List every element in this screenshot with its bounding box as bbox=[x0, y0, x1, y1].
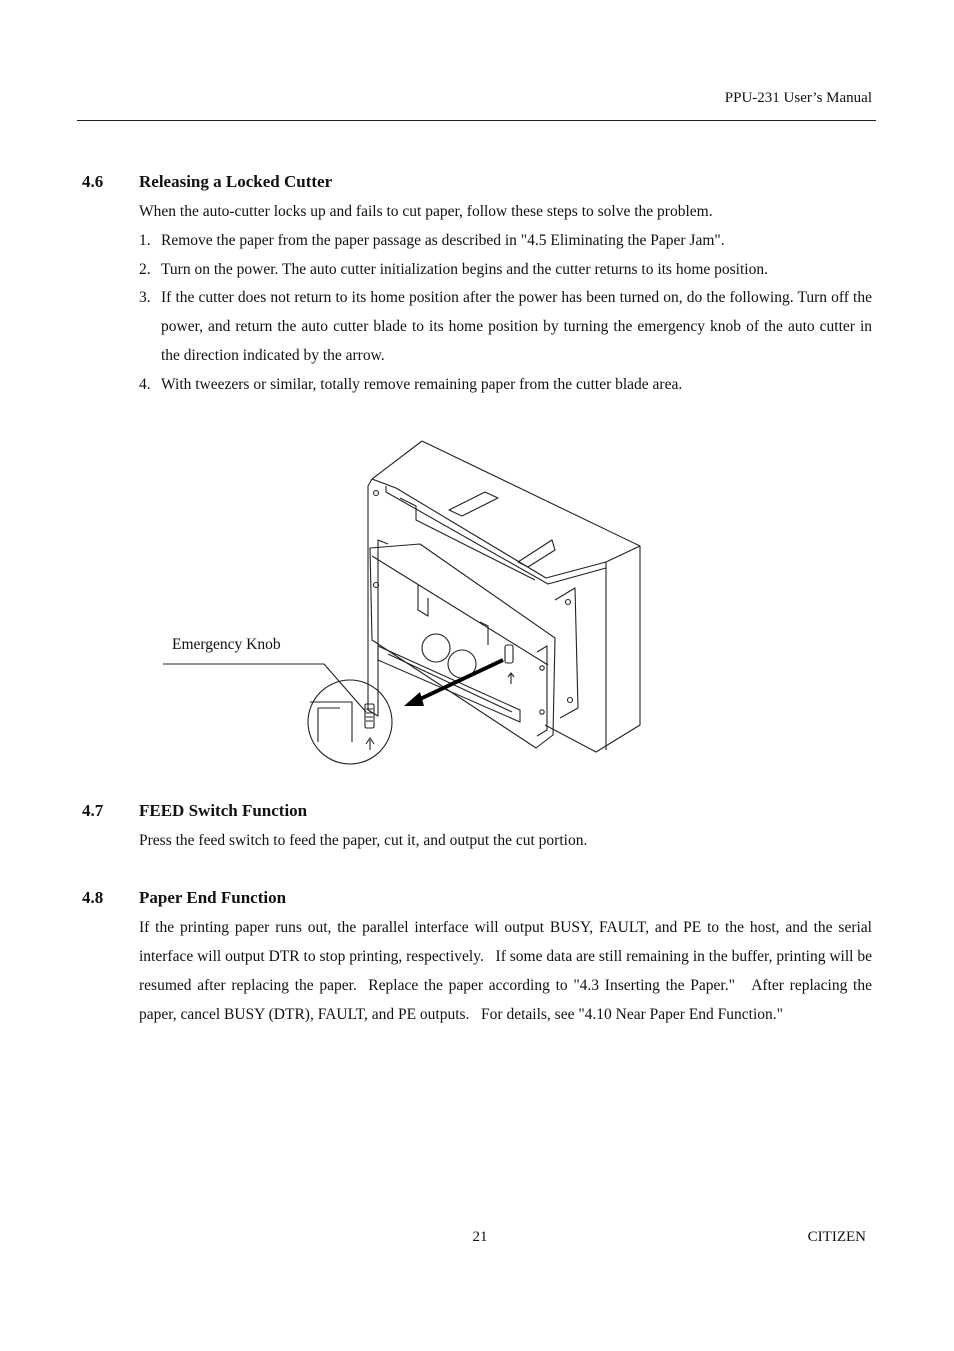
section-title: Releasing a Locked Cutter bbox=[139, 172, 333, 191]
list-item bbox=[139, 283, 872, 370]
section-number: 4.8 bbox=[82, 888, 104, 907]
list-item-text: Turn on the power. The auto cutter initialization begins and the cutter returns to its home position. bbox=[161, 261, 768, 278]
list-item-number: 2. bbox=[139, 261, 151, 278]
header-rule bbox=[77, 120, 876, 121]
section-intro: When the auto-cutter locks up and fails to cut paper, follow these steps to solve the problem. bbox=[139, 203, 713, 220]
list-item bbox=[139, 370, 872, 399]
list-item bbox=[139, 226, 872, 255]
section-number: 4.6 bbox=[82, 172, 104, 191]
figure-label: Emergency Knob bbox=[172, 636, 281, 653]
list-item-text: If the cutter does not return to its home position after the power has been turned on, do the following. Turn off the power, and return the auto cutter blade to its home position by turning the emergency knob of the auto cutter in the direction indicated by the arrow. bbox=[161, 289, 872, 364]
section-body: Press the feed switch to feed the paper, cut it, and output the cut portion. bbox=[139, 832, 588, 849]
section-title: Paper End Function bbox=[139, 888, 287, 907]
page-number: 21 bbox=[472, 1229, 488, 1245]
list-item-text: With tweezers or similar, totally remove remaining paper from the cutter blade area. bbox=[161, 376, 683, 393]
footer-brand: CITIZEN bbox=[807, 1229, 866, 1245]
section-title: FEED Switch Function bbox=[139, 801, 308, 820]
section-number: 4.7 bbox=[82, 801, 104, 820]
section-body: If the printing paper runs out, the parallel interface will output BUSY, FAULT, and PE to the host, and the serial interface will output DTR to stop printing, respectively. If some data are still remaining in the buffer, printing will be resumed after replacing the paper. Replace the paper according to "4.3 Inserting the Paper." After replacing the paper, cancel BUSY (DTR), FAULT, and PE outputs. For details, see "4.10 Near Paper End Function." bbox=[139, 919, 876, 1023]
page-header: PPU-231 User’s Manual bbox=[724, 90, 872, 106]
printer-cutter-illustration bbox=[160, 436, 650, 771]
list-item bbox=[139, 255, 872, 284]
list-item-number: 1. bbox=[139, 232, 151, 249]
list-item-text: Remove the paper from the paper passage as described in "4.5 Eliminating the Paper Jam". bbox=[161, 232, 725, 249]
list-item-number: 4. bbox=[139, 376, 151, 393]
list-item-number: 3. bbox=[139, 289, 151, 306]
